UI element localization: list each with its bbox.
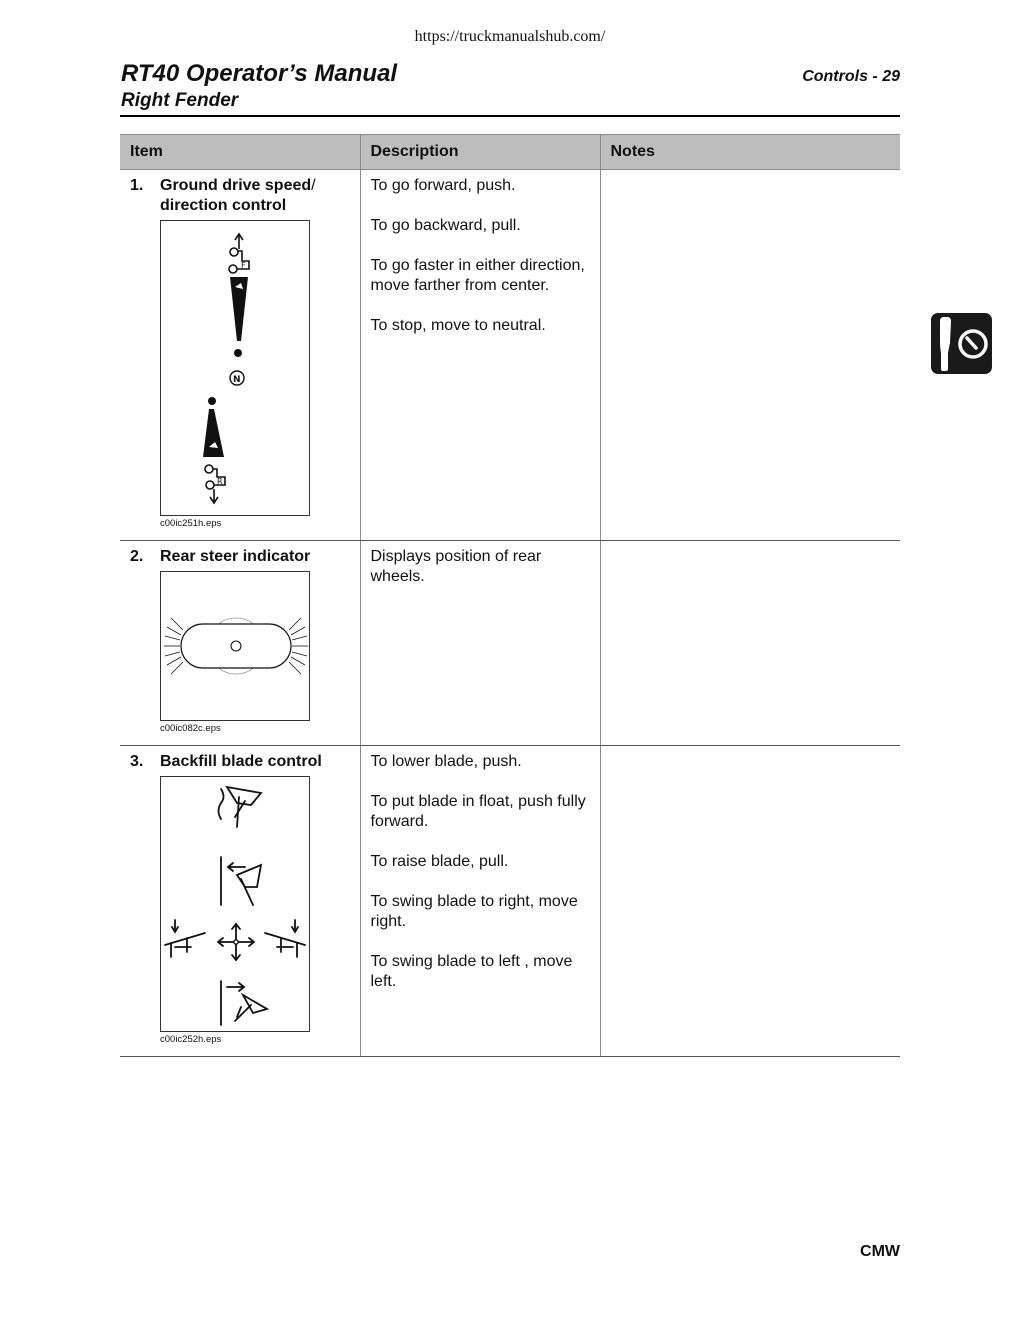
footer-code: CMW [860,1243,900,1260]
section-title: Right Fender [121,90,239,111]
table-header-row [120,135,900,170]
backfill-blade-control-icon [161,777,309,1031]
svg-text:F: F [241,261,246,270]
item-name: Backfill blade control [160,753,322,770]
notes-cell [600,541,900,746]
column-header-notes: Notes [600,135,900,170]
item-name: Ground drive speed/ direction control [160,177,316,214]
table-row [120,746,900,1057]
description-text: To lower blade, push. [370,753,522,770]
title-rule [120,115,900,117]
item-cell [120,746,360,1057]
rear-steer-indicator-icon [161,572,309,720]
notes-cell [600,746,900,1057]
table-row [120,541,900,746]
description-text: Displays position of rear wheels. [370,548,542,585]
column-header-description: Description [360,135,600,170]
description-text: To go faster in either direction, move farther from center. [370,257,585,294]
page-label: Controls - 29 [802,68,900,85]
item-name: Rear steer indicator [160,548,311,565]
item-cell [120,170,360,541]
figure-code: c00ic082c.eps [160,723,221,734]
item-cell [120,541,360,746]
table-row [120,170,900,541]
description-text: To swing blade to right, move right. [370,893,578,930]
ground-drive-direction-icon [161,221,309,515]
description-text: To stop, move to neutral. [370,317,546,334]
description-cell [360,170,600,541]
rear-steer-diagram [160,571,310,721]
source-url[interactable]: https://truckmanualshub.com/ [414,28,606,45]
item-number: 1. [130,177,144,194]
lever-gauge-icon [931,313,992,374]
column-header-item: Item [120,135,360,170]
item-number: 2. [130,548,144,565]
figure-code: c00ic252h.eps [160,1034,222,1045]
notes-cell [600,170,900,541]
figure-code: c00ic251h.eps [160,518,222,529]
description-cell [360,541,600,746]
description-text: To go forward, push. [370,177,516,194]
description-cell [360,746,600,1057]
description-text: To swing blade to left , move left. [370,953,573,990]
description-text: To put blade in float, push fully forward. [370,793,586,830]
backfill-blade-diagram [160,776,310,1032]
controls-section-tab [931,313,992,374]
description-text: To raise blade, pull. [370,853,509,870]
ground-drive-diagram [160,220,310,516]
manual-title: RT40 Operator’s Manual [121,60,398,87]
svg-text:R: R [217,477,223,486]
controls-table [120,134,900,1057]
item-number: 3. [130,753,144,770]
svg-text:N: N [233,375,241,385]
description-text: To go backward, pull. [370,217,521,234]
